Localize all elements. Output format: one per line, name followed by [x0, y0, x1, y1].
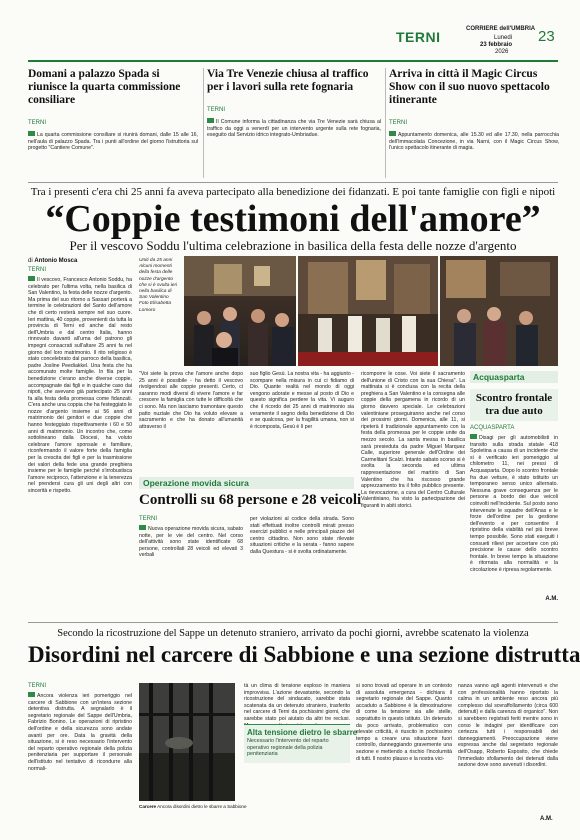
prison-box-title: Alta tensione dietro le sbarre [247, 728, 358, 737]
brief-3 [389, 68, 559, 152]
prison-photo-caption [139, 804, 249, 810]
lead-column-2: "Voi siete la prova che l'amore anche dopo 25 anni è possibile - ha detto il vescovo rivolgendosi alle coppie presenti. Certo, ci saranno modi diversi di vivere l'amore e far crescere la famiglia con tutte le difficoltà che ci sono. Ma non lasciamo tramontare questo patto nuziale che Dio ha voluto elevare a sacramento e che ha donato all'umanità attraverso il [139, 371, 243, 430]
prison-headline: Disordini nel carcere di Sabbione e una sezione distrutta [28, 642, 580, 667]
prison-box [244, 724, 358, 763]
prison-signature: A.M. [540, 816, 553, 822]
bullet-square-icon [470, 434, 477, 439]
brief-divider [203, 68, 204, 178]
bullet-square-icon [28, 692, 35, 697]
side-signature: A.M. [545, 596, 558, 602]
bullet-square-icon [28, 276, 35, 281]
brief-1-title: Domani a palazzo Spada si riunisce la quarta commissione consiliare [28, 68, 181, 106]
prison-column-2-continued [244, 765, 350, 823]
byline-prefix: di [28, 258, 33, 264]
side-tag: ACQUASPARTA [470, 425, 515, 431]
newspaper-logo: CORRIERE dell'UMBRIA [466, 26, 536, 32]
ceremony-photo [184, 256, 296, 366]
brief-3-title: Arriva in città il Magic Circus Show con il suo nuovo spettacolo itinerante [389, 68, 550, 106]
prison-column-3: si sono trovati ad operare in un contesto di assoluta emergenza - dichiara il segretario regionale del Sappe. Quanto accaduto a Sabbione è la dimostrazione di come la tensione sia alle stelle, soprattutto in questo istituto. Un detenuto da poco arrivato, problematico con elevate criticità, è riuscito in pochissimo tempo a creare una situazione fuori controllo, danneggiando gravemente una sezione e mettendo a rischio l'incolumità di tutti. Il nostro plauso e la nostra vici- [356, 683, 452, 762]
brief-3-tag: TERNI [389, 120, 407, 126]
lead-byline [28, 258, 132, 264]
side-text: Disagi per gli automobilisti in transito sulla strada statale 418 Spoletina a causa di un incidente che si è verificato ieri pomeriggio al chilometro 11, nei pressi di Acquasparta. Dopo lo scontro frontale fra due vetture, è stato istituito un temporaneo senso unico alternato. Nessuna grave conseguenza per le persone a bordo dei due veicoli coinvolti nell'incidente. Sul posto sono intervenute le squadre dell'Anas e le forze dell'ordine per la gestione dell'evento e per consentire il ripristino della viabilità nel più breve tempo possibile. Sono stati eseguiti i consueti rilievi per accertare con più precisione le cause dello scontro frontale. In breve tempo la situazione è ritornata alla normalità e la circolazione è ripresa regolarmente. [470, 435, 558, 573]
side-section-label: Acquasparta [470, 371, 558, 383]
brief-2-tag: TERNI [207, 107, 225, 113]
prison-tag: TERNI [28, 683, 46, 689]
couples-photo-graphic [440, 256, 558, 366]
lead-tag: TERNI [28, 267, 46, 273]
brief-3-text: Appuntamento domenica, alle 15.30 ed alle 17.30, nella parrocchia dell'Immacolata Concezione, in via Narni, con il Magic Circus Show, l'unico spettacolo itinerante di magia. [389, 132, 559, 152]
lead-column-1: Il vescovo, Francesco Antonio Soddu, ha celebrato per l'ultima volta, nella basilica di San Valentino, la festa delle nozze d'argento. Ma prima del suo ritorno a Sassari porterà a termine le celebrazioni del Santo dell'amore che di certo resterà sempre nel suo cuore. Ieri mattina, 40 coppie, provenienti da tutta la provincia di Terni ed anche dal resto dell'Umbria e dal centro Italia, hanno rinnovato davanti all'urna del patrono gli impegni consacrati sull'altare 25 anni fa nel giorno del loro matrimonio. Il rito religioso è stato concelebrato dal parroco della basilica, padre Josline Peediakkel. Una festa che ha accomunato molte famiglie. In fila per la benedizione c'erano anche diverse coppie, accompagnate dai figli e in qualche caso dai nipoti, che avevano già partecipato 25 anni fa alla festa della promessa come fidanzati. C'era anche una coppia che ha festeggiato le nozze d'argento insieme ai 56 anni di matrimonio dei genitori e due coppie che hanno festeggiato rispettivamente i 60 e 50 anni di matrimonio. Un incontro che, come sottolineano dalla Diocesi, ha voluto celebrare l'amore sponsale e familiare, riconfermando il valore forte della famiglia per la crescita dei figli e per la trasmissione dei valori della fede una grande preghiera insieme per le famiglie perché s'irrobustisca l'amore reciproco, l'attenzione e la tenerezza nel prendersi cura gli uni degli altri con sincerità e rispetto. [28, 277, 132, 494]
bullet-square-icon [207, 118, 214, 123]
ceremony-photo-graphic [184, 256, 296, 366]
couples-photo [440, 256, 558, 366]
lead-headline: “Coppie testimoni dell'amore” [45, 198, 541, 240]
prison-box-text: Necessario l'intervento del reparto operativo regionale della polizia penitenziaria [247, 738, 329, 758]
prison-bars-graphic [139, 683, 235, 801]
security-tag: TERNI [139, 516, 157, 522]
brief-1-tag: TERNI [28, 120, 46, 126]
altar-photo [298, 256, 438, 366]
bullet-square-icon [28, 131, 35, 136]
prison-column-1: Ancora violenza ieri pomeriggio nel carcere di Sabbione con un'intera sezione detentiva distrutta. A segnalarlo è il segretario regionale del Sappe dell'Umbria, Fabrizio Bonino. Le operazioni di ripristino dell'ordine e della sicurezza sono andate avanti per ore. Data la gravità della situazione, si è reso necessario l'intervento del reparto operativo regionale della polizia penitenziaria per supportare il personale dell'istituto nel tentativo di ricondurre alla normali- [28, 693, 132, 772]
security-column-2: per violazioni al codice della strada. Sono stati effettuati inoltre controlli mirati presso esercizi pubblici e nelle principali piazze del centro cittadino. Non sono state rilevate situazioni critiche e la serata - fanno sapere dalla Questura - si è svolta ordinatamente. [250, 516, 354, 555]
security-column-1: Nuova operazione movida sicura, sabato notte, per le vie del centro. Nel corso dell'attività sono state identificate 68 persone, controllati 28 veicoli ed elevati 3 verbali [139, 526, 243, 559]
bullet-square-icon [139, 525, 146, 530]
prison-kicker: Secondo la ricostruzione del Sappe un detenuto straniero, arrivato da pochi giorni, avrebbe scatenato la violenza [57, 628, 529, 639]
altar-photo-graphic [298, 256, 438, 366]
security-banner: Operazione movida sicura [139, 477, 354, 489]
byline-name: Antonio Mosca [34, 258, 78, 264]
brief-2 [207, 68, 381, 139]
brief-2-text: Il Comune informa la cittadinanza che via Tre Venezie sarà chiusa al traffico da oggi a venerdì per un intervento urgente sulla rete fognaria, eseguito dal Servizio idrico integrato-Umbriadue. [207, 119, 381, 139]
header-day: Lunedì [494, 35, 513, 41]
lead-kicker: Tra i presenti c'era chi 25 anni fa aveva partecipato alla benedizione dei fidanzati. E poi tante famiglie con figli e nipoti [30, 186, 556, 198]
brief-divider [385, 68, 386, 178]
brief-1 [28, 68, 198, 152]
side-headline: Scontro frontale tra due auto [470, 389, 558, 421]
prison-column-4: nanza vanno agli agenti intervenuti e che con professionalità hanno riportato la calma in un ambiente reso ancora più complesso dal sovraffollamento (circa 600 detenuti) e dalla carenza di organico". Non si sarebbero registrati feriti mentre sono in corso le indagini per identificare con certezza tutti i responsabili dei danneggiamenti. Preoccupazione viene espressa anche dal segretario regionale dell'Osapp, Roberto Esposito, che chiede l'immediato sfollamento dei detenuti dalla sezione dove sono avvenuti i disordini. [458, 683, 558, 769]
page-header [28, 22, 558, 60]
bullet-square-icon [389, 131, 396, 136]
lead-column-4: ricomporre le cose. Voi siete il sacramento dell'unione di Cristo con la sua Chiesa". La mattinata si è conclusa con la recita della preghiera a San Valentino e la consegna alle coppie della pergamena in ricordo di un giorno davvero speciale. Le celebrazioni valentiniane proseguiranno anche nel corso dei prossimi giorni. Domenica, alle 11, si ripeterà il tradizionale appuntamento con la festa della promessa per le coppie unite da mezzo secolo. La santa messa in basilica sarà presieduta da padre Miguel Marquez Calle, superiore generale dell'Ordine dei Carmelitani Scalzi. Intanto sabato scorso si è svolta la seconda ed ultima rappresentazione del martirio di San Valentino che ha riscosso grande apprezzamento tra il folto pubblico presente. La rievocazione, a cura del Centro Culturale Valentiniano, ha visto la partecipazione dei figuranti in abiti storici. [361, 371, 465, 509]
prison-caption-label: Carcere [139, 804, 157, 809]
section-rule [28, 622, 558, 623]
prison-photo [139, 683, 235, 801]
prison-caption-text: Ancora disordini dietro le sbarre a Sabbione [157, 804, 247, 809]
lead-subhead: Per il vescovo Soddu l'ultima celebrazione in basilica della festa delle nozze d'argento [69, 238, 517, 253]
page-number: 23 [538, 28, 555, 45]
brief-1-text: La quarta commissione consiliare si riunirà domani, dalle 15 alle 16, nell'aula di palazzo Spada. Tra i punti all'ordine del giorno l'istruttoria sul progetto "Cantiere Comune". [28, 132, 198, 152]
security-headline: Controlli su 68 persone e 28 veicoli [139, 492, 362, 508]
header-rule [28, 60, 558, 62]
section-title: TERNI [396, 29, 441, 45]
brief-2-title: Via Tre Venezie chiusa al traffico per i lavori sulla rete fognaria [207, 68, 369, 93]
section-rule [28, 182, 558, 183]
side-story [470, 371, 558, 611]
photo-caption: Uniti da 25 anni Alcuni momenti della festa delle nozze d'argento che si è svolta ieri nella basilica di San Valentino Foto Elisabetta Lomoro [139, 258, 178, 313]
lead-column-3: suo figlio Gesù. La nostra vita - ha aggiunto - scompare nella misura in cui ci fidiamo di Dio. Quante realtà nel mondo di oggi vengono adorate e messe al posto di Dio e questo significa perdere la vita. Vi auguro che il ricordo dei 25 anni di matrimonio sia veramente il segno della benedizione di Dio e se qualcosa, per la fragilità umana, non si è ricomposta, Gesù è lì per [250, 371, 354, 430]
header-year: 2026 [495, 49, 509, 55]
header-date: 23 febbraio [480, 42, 513, 48]
prison-column-2: tà un clima di tensione esploso in maniera improvvisa. L'azione devastante, secondo la ricostruzione del sindacato, sarebbe stata scatenata da un detenuto straniero, trasferito nel carcere di Terni da pochissimi giorni, che sarebbe stato poi aiutato da altri tre reclusi. [244, 683, 350, 722]
